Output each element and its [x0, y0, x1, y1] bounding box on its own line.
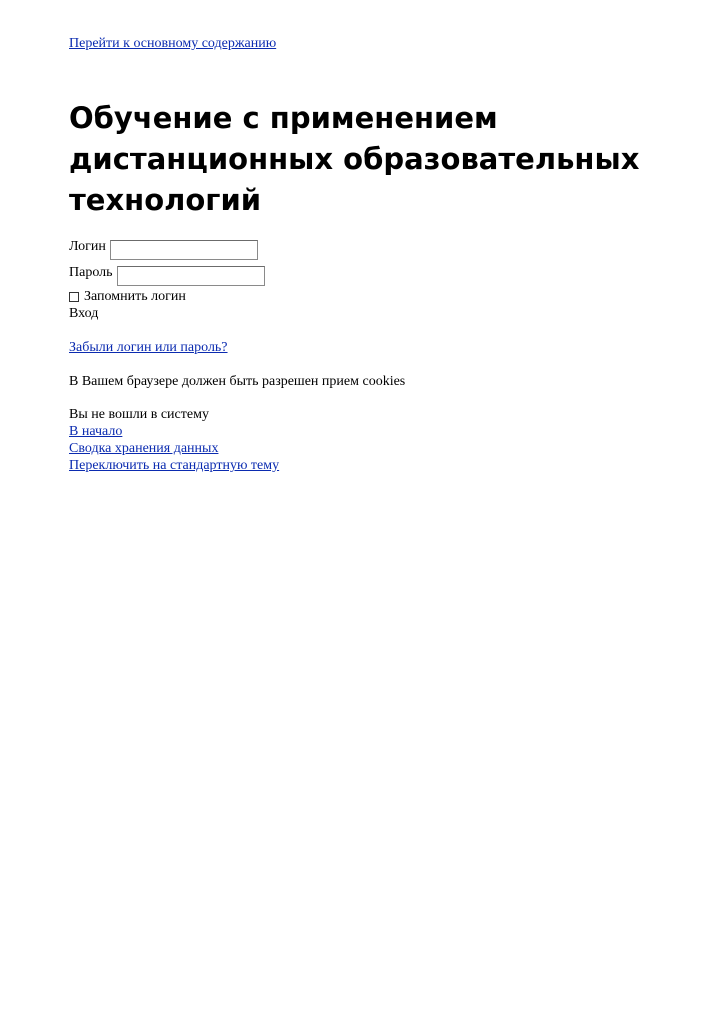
- data-retention-summary-link[interactable]: Сводка хранения данных: [69, 441, 219, 456]
- forgot-password-link[interactable]: Забыли логин или пароль?: [69, 340, 228, 355]
- password-input[interactable]: [117, 266, 265, 286]
- remember-username-checkbox[interactable]: [69, 292, 79, 302]
- skip-to-main-content-link[interactable]: Перейти к основному содержанию: [69, 36, 277, 51]
- remember-username-row: [69, 288, 186, 306]
- username-input[interactable]: [110, 240, 258, 260]
- login-button[interactable]: Вход: [69, 306, 99, 321]
- password-row: [69, 262, 265, 282]
- switch-theme-link[interactable]: Переключить на стандартную тему: [69, 458, 280, 473]
- cookies-notice: В Вашем браузере должен быть разрешен прием cookies: [69, 374, 406, 389]
- home-link[interactable]: В начало: [69, 424, 123, 439]
- password-label: Пароль: [69, 265, 113, 280]
- page-title: Обучение с применением дистанционных образовательных технологий: [69, 101, 640, 217]
- username-label: Логин: [69, 239, 106, 254]
- remember-username-label: Запомнить логин: [84, 289, 186, 304]
- login-info: Вы не вошли в систему: [69, 407, 209, 422]
- username-row: [69, 236, 258, 256]
